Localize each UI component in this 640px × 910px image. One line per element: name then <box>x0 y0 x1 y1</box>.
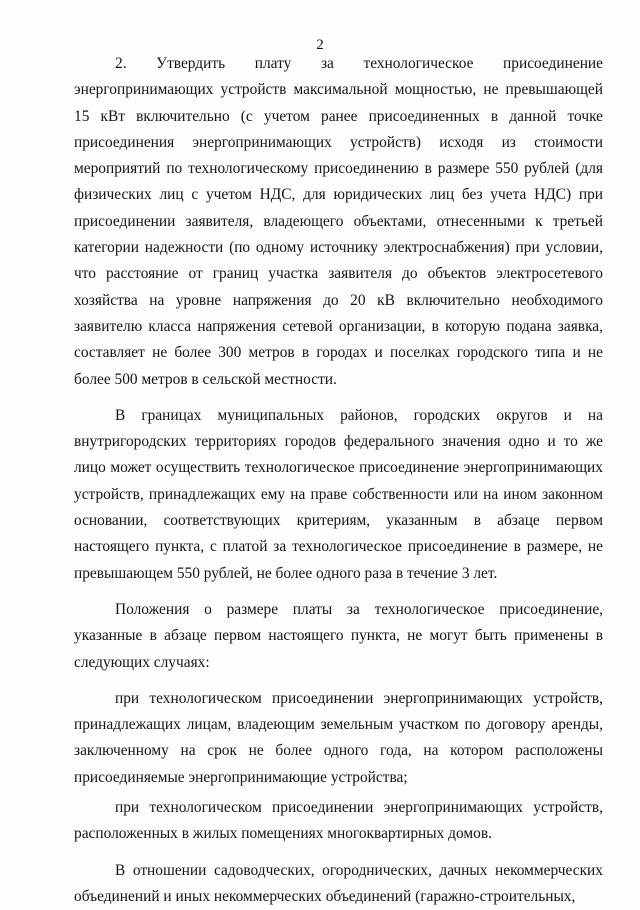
paragraph-exception-lease: при технологическом присоединении энергопринимающих устройств, принадлежащих лицам, владеющим земельным участком по договору аренды, заключенному на срок не более одного года, на котором расположены присоединяемые энергопринимающие устройства; <box>74 689 603 786</box>
paragraph-tariff-approval: 2. Утвердить плату за технологическое присоединение энергопринимающих устройств максимальной мощностью, не превышающей 15 кВт включительно (с учетом ранее присоединенных в данной точке присоединения энергопринимающих устройств) исходя из стоимости мероприятий по технологическому присоединению в размере 550 рублей (для физических лиц с учетом НДС, для юридических лиц без учета НДС) при присоединении заявителя, владеющего объектами, отнесенными к третьей категории надежности (по одному источнику электроснабжения) при условии, что расстояние от границ участка заявителя до объектов электросетевого хозяйства на уровне напряжения до 20 кВ включительно необходимого заявителю класса напряжения сетевой организации, в которую подана заявка, составляет не более 300 метров в городах и поселках городского типа и не более 500 метров в сельской местности. <box>74 55 603 388</box>
paragraph-once-per-three-years: В границах муниципальных районов, городских округов и на внутригородских территориях городов федерального значения одно и то же лицо может осуществить технологическое присоединение энергопринимающих устройств, принадлежащих ему на праве собственности или на ином законном основании, соответствующих критериям, указанным в абзаце первом настоящего пункта, с платой за технологическое присоединение в размере, не превышающем 550 рублей, не более одного раза в течение 3 лет. <box>74 406 603 582</box>
paragraph-exceptions-intro: Положения о размере платы за технологическое присоединение, указанные в абзаце первом настоящего пункта, не могут быть применены в следующих случаях: <box>74 600 603 671</box>
document-body <box>74 51 603 910</box>
paragraph-exception-apartment-buildings: при технологическом присоединении энергопринимающих устройств, расположенных в жилых помещениях многоквартирных домов. <box>74 799 603 843</box>
paragraph-nonprofit-associations: В отношении садоводческих, огороднических, дачных некоммерческих объединений и иных некоммерческих объединений (гаражно-строительных, <box>74 861 603 905</box>
page-number: 2 <box>316 37 324 53</box>
